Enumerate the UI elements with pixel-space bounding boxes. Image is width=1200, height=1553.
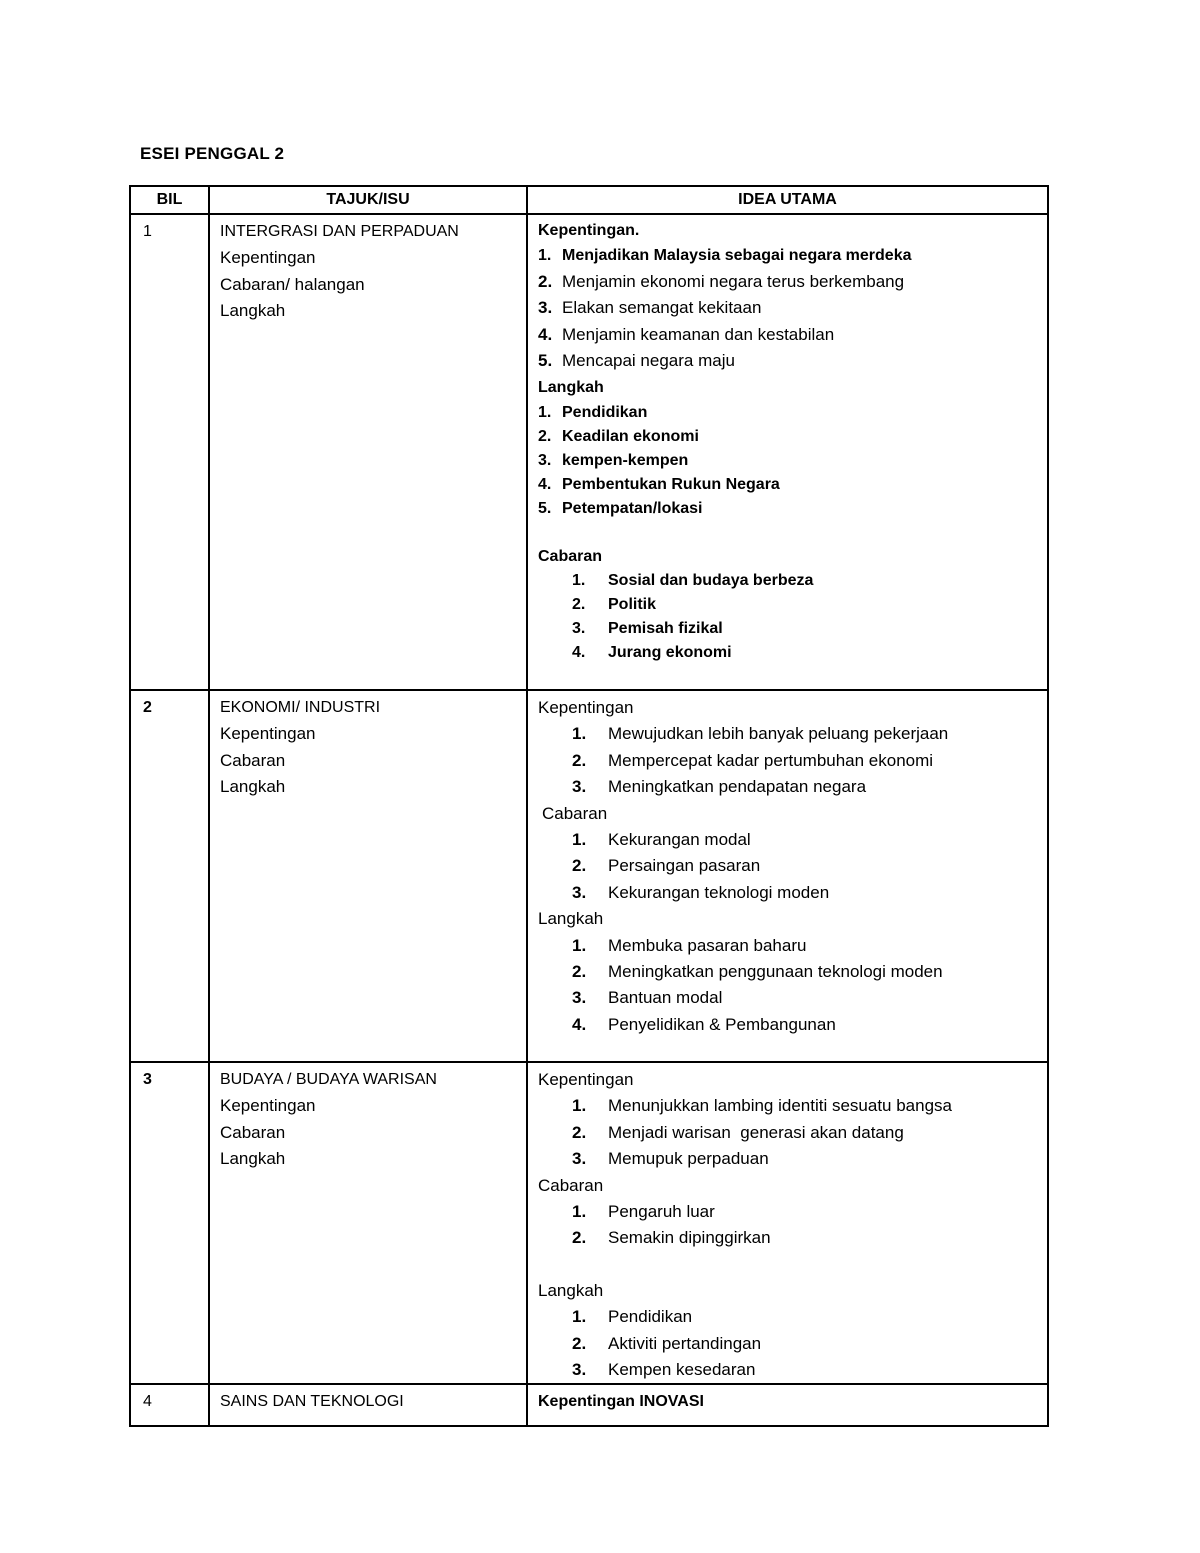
topic-item: Cabaran [220, 750, 286, 770]
topic-item: Langkah [220, 1149, 286, 1169]
list-item: 2. Aktiviti pertandingan [572, 1333, 762, 1353]
idea-cell [527, 1062, 1048, 1384]
topic-item: Kepentingan [220, 248, 316, 268]
section-heading-cabaran: Cabaran [538, 547, 603, 565]
idea-cell [527, 1384, 1048, 1426]
topic-title: INTERGRASI DAN PERPADUAN [220, 223, 459, 240]
section-heading: Kepentingan INOVASI [538, 1393, 704, 1411]
list-item: 5. Mencapai negara maju [538, 351, 735, 371]
langkah-list [538, 933, 1047, 1039]
list-item: 1. Menjadikan Malaysia sebagai negara merdeka [538, 247, 912, 264]
list-item: 2. Politik [572, 595, 657, 613]
list-item: 1. Mewujudkan lebih banyak peluang pekerjaan [572, 724, 949, 744]
list-item: 3. Bantuan modal [572, 988, 723, 1008]
list-item: 1. Pendidikan [572, 1307, 693, 1327]
topic-title: EKONOMI/ INDUSTRI [220, 699, 381, 716]
list-item: 2. Menjadi warisan generasi akan datang [572, 1122, 904, 1142]
kepentingan-list [538, 1093, 1047, 1172]
cabaran-list [538, 1199, 1047, 1252]
list-item: 3. Elakan semangat kekitaan [538, 298, 762, 318]
section-heading-langkah: Langkah [538, 1280, 604, 1300]
section-heading-cabaran: Cabaran [542, 803, 608, 823]
section-heading-cabaran: Cabaran [538, 1175, 604, 1195]
header-idea: IDEA UTAMA [527, 186, 1048, 214]
list-item: 2. Mempercepat kadar pertumbuhan ekonomi [572, 750, 934, 770]
table-row [130, 690, 1048, 1062]
list-item: 4. Penyelidikan & Pembangunan [572, 1014, 836, 1034]
topic-cell [209, 214, 527, 690]
cabaran-list [538, 827, 1047, 906]
list-item: 4. Pembentukan Rukun Negara [538, 475, 780, 493]
bil-cell: 1 [130, 214, 209, 690]
idea-cell [527, 214, 1048, 690]
list-item: 1. Sosial dan budaya berbeza [572, 571, 814, 589]
header-topic: TAJUK/ISU [209, 186, 527, 214]
topic-item: Langkah [220, 301, 286, 321]
langkah-list [538, 1304, 1047, 1383]
topic-item: Kepentingan [220, 1096, 316, 1116]
list-item: 5. Petempatan/lokasi [538, 499, 703, 517]
topic-item: Cabaran/ halangan [220, 274, 365, 294]
section-heading-langkah: Langkah [538, 378, 604, 396]
section-heading-kepentingan: Kepentingan. [538, 222, 640, 239]
document-title: ESEI PENGGAL 2 [140, 144, 285, 163]
essay-table [129, 185, 1049, 1427]
list-item: 1. Pengaruh luar [572, 1202, 715, 1222]
cabaran-list [538, 569, 1047, 665]
list-item: 3. kempen-kempen [538, 451, 689, 469]
list-item: 1. Membuka pasaran baharu [572, 935, 807, 955]
table-row [130, 214, 1048, 690]
bil-cell: 3 [130, 1062, 209, 1384]
section-heading-kepentingan: Kepentingan [538, 1070, 634, 1089]
bil-cell: 4 [130, 1384, 209, 1426]
langkah-list [538, 401, 1047, 521]
section-heading-kepentingan: Kepentingan [538, 698, 634, 717]
table-row [130, 1062, 1048, 1384]
topic-item: Cabaran [220, 1122, 286, 1142]
list-item: 3. Kekurangan teknologi moden [572, 882, 830, 902]
list-item: 1. Pendidikan [538, 403, 648, 421]
list-item: 4. Jurang ekonomi [572, 643, 732, 661]
list-item: 3. Kempen kesedaran [572, 1360, 756, 1380]
list-item: 4. Menjamin keamanan dan kestabilan [538, 324, 835, 344]
list-item: 3. Pemisah fizikal [572, 619, 723, 637]
list-item: 2. Keadilan ekonomi [538, 427, 699, 445]
table-row [130, 1384, 1048, 1426]
topic-cell [209, 1384, 527, 1426]
list-item: 2. Persaingan pasaran [572, 856, 761, 876]
bil-cell: 2 [130, 690, 209, 1062]
topic-item: Langkah [220, 777, 286, 797]
kepentingan-list [538, 721, 1047, 800]
topic-cell [209, 690, 527, 1062]
topic-item: Kepentingan [220, 724, 316, 744]
kepentingan-list [538, 243, 1047, 375]
table-header-row [130, 186, 1048, 214]
list-item: 1. Menunjukkan lambing identiti sesuatu bangsa [572, 1096, 953, 1116]
list-item: 2. Menjamin ekonomi negara terus berkembang [538, 272, 905, 291]
topic-title: BUDAYA / BUDAYA WARISAN [220, 1071, 437, 1088]
spacer [538, 1252, 1047, 1278]
list-item: 2. Meningkatkan penggunaan teknologi moden [572, 962, 943, 982]
spacer [538, 521, 1047, 545]
idea-cell [527, 690, 1048, 1062]
list-item: 2. Semakin dipinggirkan [572, 1228, 771, 1248]
list-item: 3. Meningkatkan pendapatan negara [572, 777, 867, 797]
topic-title: SAINS DAN TEKNOLOGI [220, 1393, 404, 1411]
list-item: 3. Memupuk perpaduan [572, 1149, 769, 1169]
list-item: 1. Kekurangan modal [572, 830, 751, 850]
topic-cell [209, 1062, 527, 1384]
header-bil: BIL [130, 186, 209, 214]
section-heading-langkah: Langkah [538, 909, 604, 929]
